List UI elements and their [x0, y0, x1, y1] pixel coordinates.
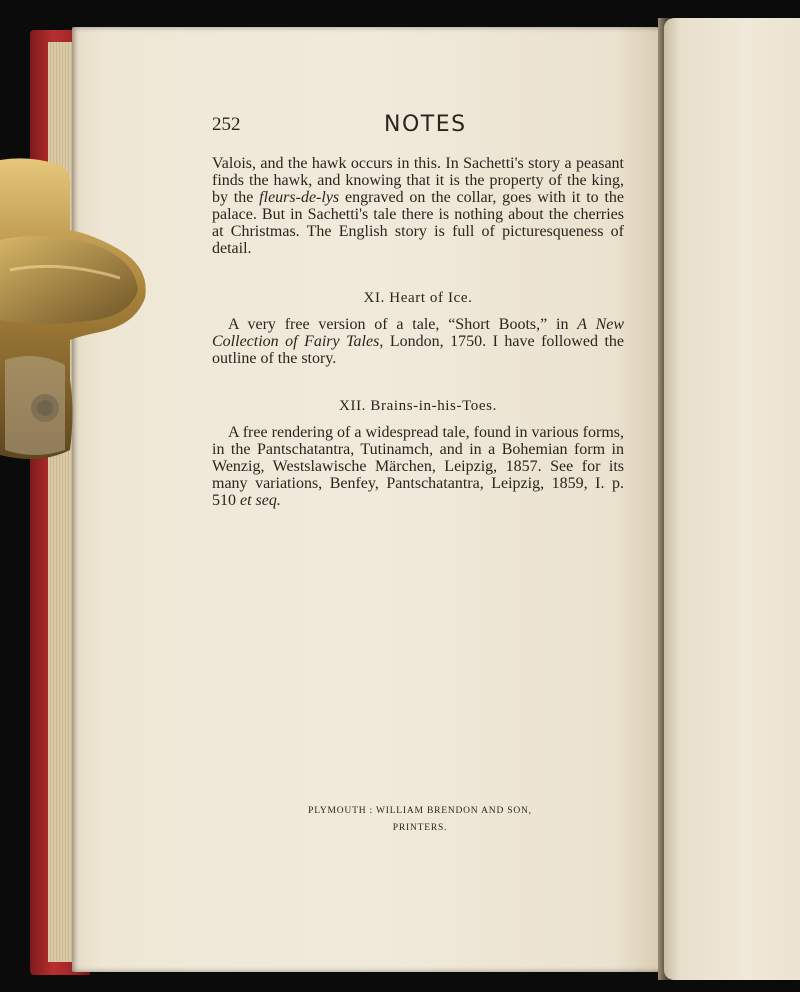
continuation-italic: fleurs-de-lys — [259, 189, 340, 206]
continuation-text-end: engraved on the collar, goes with it to the palace. But in Sachetti's tale there is nothing about the cherries at Christmas. The English story is full of picturesqueness of detail. — [212, 189, 625, 257]
imprint-line-2: PRINTERS. — [392, 823, 448, 833]
section-heading: XI. Heart of Ice. — [363, 290, 473, 306]
right-page-blank — [664, 18, 800, 980]
brass-clasp-icon — [0, 150, 150, 470]
section-heart-of-ice — [212, 290, 624, 367]
page-number: 252 — [212, 114, 241, 135]
section-text: A free rendering of a widespread tale, found in various forms, in the Pantschatantra, Tutinamch, and in a Bohemian form in Wenzig, Westslawische Märchen, Leipzig, 1857. See for its many variations, Benfey, Pantschatantra, Leipzig, 1859, I. p. 510 — [212, 424, 624, 509]
running-head: NOTES — [384, 112, 467, 137]
page-header — [212, 112, 624, 136]
section-heading: XII. Brains-in-his-Toes. — [339, 398, 497, 414]
section-italic-title: A New Collection of Fairy Tales — [212, 316, 625, 350]
imprint-line-1: PLYMOUTH : WILLIAM BRENDON AND SON, — [308, 806, 532, 816]
section-text: A very free version of a tale, “Short Boots,” in — [228, 316, 569, 333]
section-text-end: , London, 1750. I have followed the outline of the story. — [212, 333, 624, 367]
section-italic-end: et seq. — [240, 492, 281, 509]
continuation-text: Valois, and the hawk occurs in this. In Sachetti's story a peasant finds the hawk, and knowing that it is the property of the king, by the — [212, 155, 624, 206]
section-brains-in-his-toes — [212, 398, 624, 509]
continuation-paragraph — [212, 155, 624, 257]
